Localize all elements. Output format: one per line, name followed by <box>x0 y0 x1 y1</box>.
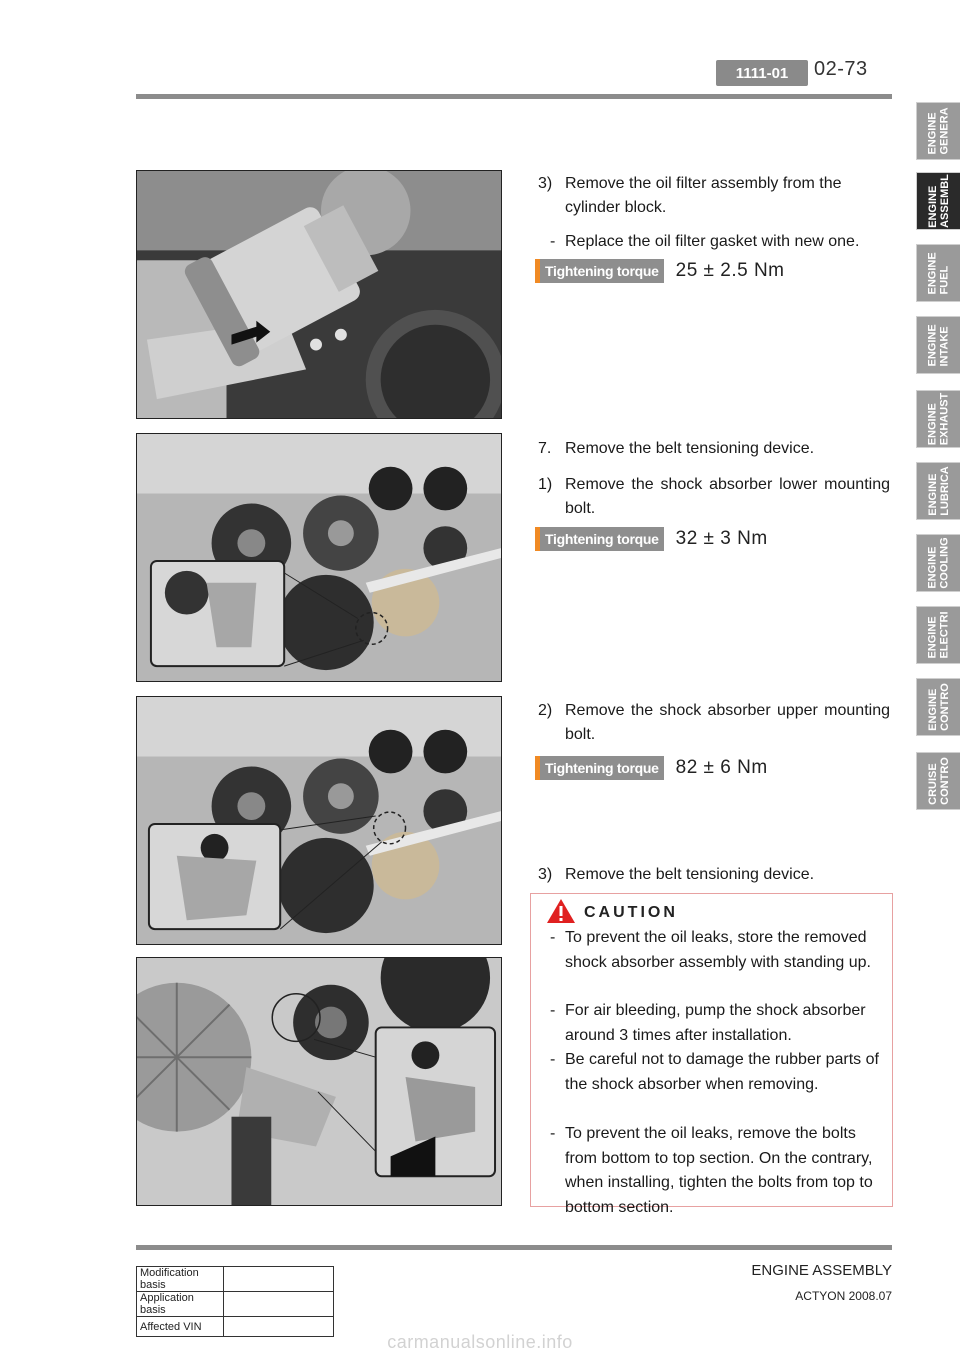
side-tab-engine-intake[interactable]: ENGINE INTAKE <box>916 316 960 374</box>
photo-shock-absorber-lower-bolt <box>136 433 502 682</box>
footer-model-date: ACTYON 2008.07 <box>795 1289 892 1303</box>
caution-item: - To prevent the oil leaks, store the removed shock absorber assembly with standing up. <box>550 929 871 971</box>
side-tab-engine-electrical[interactable]: ENGINE ELECTRI <box>916 606 960 664</box>
side-tab-engine-general[interactable]: ENGINE GENERA <box>916 102 960 160</box>
footer-section-title: ENGINE ASSEMBLY <box>751 1262 892 1279</box>
side-tab-cruise-control[interactable]: CRUISE CONTRO <box>916 752 960 810</box>
side-tab-engine-control[interactable]: ENGINE CONTRO <box>916 678 960 736</box>
step-remove-upper-bolt: 2) Remove the shock absorber upper mounting bolt. <box>538 702 890 743</box>
watermark-text: carmanualsonline.info <box>387 1332 573 1352</box>
table-row: Application basis <box>137 1292 334 1317</box>
caution-item: - Be careful not to damage the rubber parts of the shock absorber when removing. <box>550 1051 879 1093</box>
modification-table <box>136 1266 334 1337</box>
torque-spec-upper-bolt: Tightening torque 82 ± 6 Nm <box>535 756 768 780</box>
step-remove-oil-filter: 3) Remove the oil filter assembly from the cylinder block. <box>538 175 842 216</box>
warning-icon <box>546 898 576 924</box>
photo-oil-filter-removal <box>136 170 502 419</box>
torque-spec-oil-filter: Tightening torque 25 ± 2.5 Nm <box>535 259 785 283</box>
caution-item: - For air bleeding, pump the shock absorber around 3 times after installation. <box>550 1002 866 1044</box>
note-replace-gasket: - Replace the oil filter gasket with new one. <box>550 233 860 250</box>
side-tab-engine-fuel[interactable]: ENGINE FUEL <box>916 244 960 302</box>
photo-belt-tensioning-device <box>136 957 502 1206</box>
side-tab-engine-assembly[interactable]: ENGINE ASSEMBL <box>916 172 960 230</box>
caution-item: - To prevent the oil leaks, remove the bolts from bottom to top section. On the contrary, when installing, tighten the bolts from top to bottom section. <box>550 1125 873 1216</box>
step-remove-belt-tensioner: 7. Remove the belt tensioning device. <box>538 440 815 457</box>
side-tab-engine-exhaust[interactable]: ENGINE EXHAUST <box>916 390 960 448</box>
step-remove-tensioning-device: 3) Remove the belt tensioning device. <box>538 866 815 883</box>
caution-title: CAUTION <box>584 904 678 921</box>
step-remove-lower-bolt: 1) Remove the shock absorber lower mounting bolt. <box>538 476 890 517</box>
footer-rule <box>136 1245 892 1250</box>
page-number: 02-73 <box>814 58 868 80</box>
header-rule <box>136 94 892 99</box>
section-code-badge: 1111-01 <box>716 60 808 86</box>
table-row: Modification basis <box>137 1267 334 1292</box>
torque-spec-lower-bolt: Tightening torque 32 ± 3 Nm <box>535 527 768 551</box>
photo-shock-absorber-upper-bolt <box>136 696 502 945</box>
side-tab-engine-lubrication[interactable]: ENGINE LUBRICA <box>916 462 960 520</box>
side-tab-engine-cooling[interactable]: ENGINE COOLING <box>916 534 960 592</box>
table-row: Affected VIN <box>137 1317 334 1337</box>
